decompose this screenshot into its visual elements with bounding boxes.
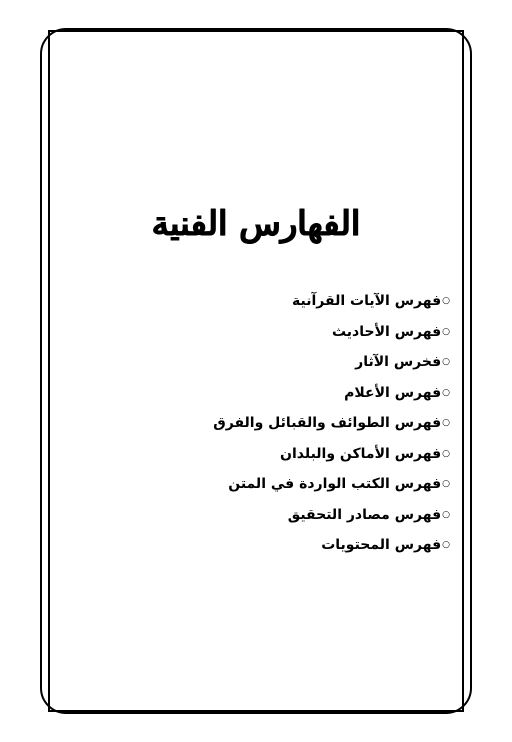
circle-bullet-icon: ○ xyxy=(442,296,450,306)
index-item-label: فهرس الطوائف والقبائل والفرق xyxy=(213,415,442,431)
index-list xyxy=(150,290,450,565)
circle-bullet-icon: ○ xyxy=(442,387,450,398)
index-item-groups-tribes-sects[interactable] xyxy=(150,412,450,443)
circle-bullet-icon: ○ xyxy=(442,326,450,337)
index-item-label: فهرس الكتب الواردة في المتن xyxy=(228,476,442,492)
index-item-label: فخرس الآثار xyxy=(355,354,442,370)
circle-bullet-icon: ○ xyxy=(442,540,450,550)
index-item-label: فهرس الآيات القرآنية xyxy=(292,293,442,309)
circle-bullet-icon: ○ xyxy=(442,479,450,489)
index-item-label: فهرس المحتويات xyxy=(321,537,442,553)
index-item-label: فهرس مصادر التحقيق xyxy=(287,506,442,523)
index-item-label: فهرس الأعلام xyxy=(344,384,442,401)
index-item-books-in-text[interactable] xyxy=(150,473,450,504)
index-item-quranic-verses[interactable] xyxy=(150,290,450,321)
index-item-label: فهرس الأحاديث xyxy=(331,323,442,340)
index-item-label: فهرس الأماكن والبلدان xyxy=(280,445,442,462)
index-item-athar[interactable] xyxy=(150,351,450,382)
circle-bullet-icon: ○ xyxy=(442,448,450,459)
index-item-verification-sources[interactable] xyxy=(150,504,450,535)
circle-bullet-icon: ○ xyxy=(442,418,450,428)
page-title: الفهارس الفنية xyxy=(151,204,361,244)
circle-bullet-icon: ○ xyxy=(442,357,450,367)
index-item-persons[interactable] xyxy=(150,382,450,413)
circle-bullet-icon: ○ xyxy=(442,509,450,520)
index-item-places-countries[interactable] xyxy=(150,443,450,474)
index-item-contents[interactable] xyxy=(150,534,450,565)
index-item-hadiths[interactable] xyxy=(150,321,450,352)
